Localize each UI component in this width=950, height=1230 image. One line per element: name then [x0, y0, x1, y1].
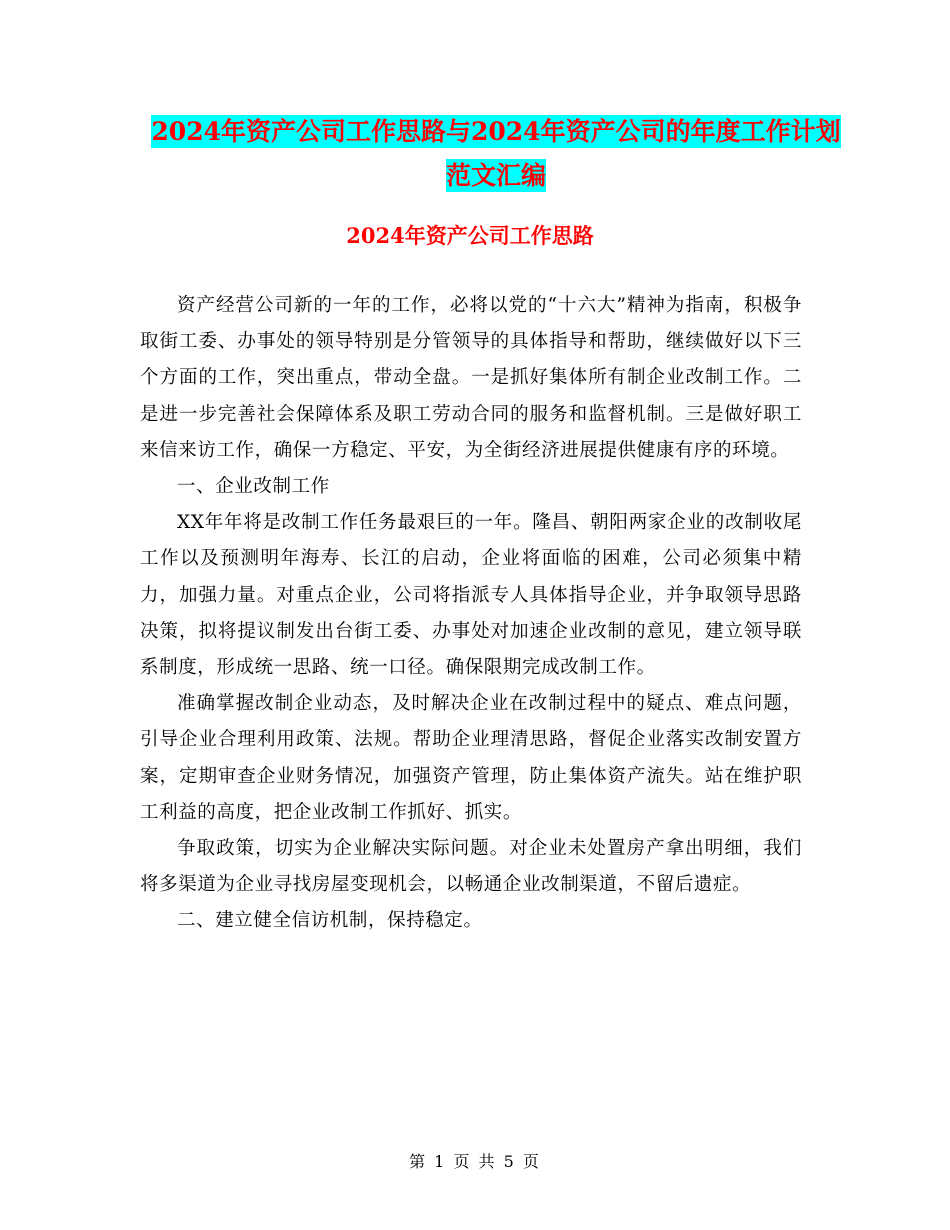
- paragraph-reform-dynamics: 准确掌握改制企业动态，及时解决企业在改制过程中的疑点、难点问题，引导企业合理利用政策、法规。帮助企业理清思路，督促企业落实改制安置方案，定期审查企业财务情况，加强资产管理，防止集体资产流失。站在维护职工利益的高度，把企业改制工作抓好、抓实。: [140, 693, 802, 823]
- document-title: [140, 110, 852, 198]
- section-heading: 2024年资产公司工作思路: [346, 223, 594, 248]
- paragraph-heading-petition: 二、建立健全信访机制，保持稳定。: [177, 910, 483, 932]
- paragraph-reform-task: XX年年将是改制工作任务最艰巨的一年。隆昌、朝阳两家企业的改制收尾工作以及预测明年海寿、长江的启动，企业将面临的困难，公司必须集中精力，加强力量。对重点企业，公司将指派专人具体指导企业，并争取领导思路决策，拟将提议制发出台街工委、办事处对加速企业改制的意见，建立领导联系制度，形成统一思路、统一口径。确保限期完成改制工作。: [140, 512, 802, 679]
- document-title-text: 2024年资产公司工作思路与2024年资产公司的年度工作计划范文汇编: [151, 117, 841, 190]
- paragraph-heading-reform: 一、企业改制工作: [177, 476, 330, 498]
- paragraph-intro: 资产经营公司新的一年的工作，必将以党的“十六大”精神为指南，积极争取街工委、办事处的领导特别是分管领导的具体指导和帮助，继续做好以下三个方面的工作，突出重点，带动全盘。一是抓好集体所有制企业改制工作。二是进一步完善社会保障体系及职工劳动合同的服务和监督机制。三是做好职工来信来访工作，确保一方稳定、平安，为全街经济进展提供健康有序的环境。: [140, 295, 802, 461]
- paragraph-policy: 争取政策，切实为企业解决实际问题。对企业未处置房产拿出明细，我们将多渠道为企业寻找房屋变现机会，以畅通企业改制渠道，不留后遗症。: [140, 838, 802, 896]
- page-footer: 第 1 页 共 5 页: [409, 1152, 541, 1171]
- document-body: [140, 288, 802, 940]
